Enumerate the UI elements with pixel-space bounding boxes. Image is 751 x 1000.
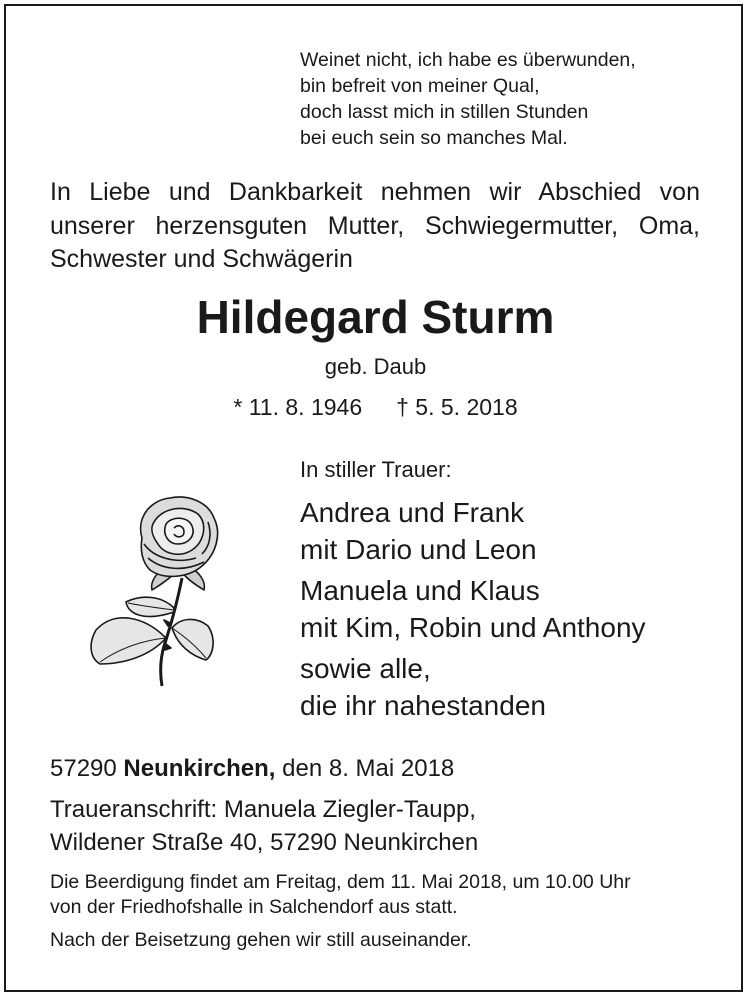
mourners-lead: In stiller Trauer:	[300, 457, 452, 482]
funeral-line: Die Beerdigung findet am Freitag, dem 11. Mai 2018, um 10.00 Uhr	[50, 871, 631, 893]
funeral-notice	[50, 870, 631, 920]
life-dates	[0, 392, 751, 422]
poem-line: doch lasst mich in stillen Stunden	[300, 101, 589, 123]
poem-line: bin befreit von meiner Qual,	[300, 75, 540, 97]
date: den 8. Mai 2018	[282, 755, 455, 782]
place-date-line	[50, 754, 454, 784]
birth-date: * 11. 8. 1946	[233, 394, 363, 420]
zip-code: 57290	[50, 755, 117, 782]
poem-line: Weinet nicht, ich habe es überwunden,	[300, 49, 636, 71]
mourner-line: mit Dario und Leon	[300, 534, 537, 565]
mourner-line: Manuela und Klaus	[300, 575, 540, 606]
intro-paragraph	[50, 176, 700, 277]
address-line: Wildener Straße 40, 57290 Neunkirchen	[50, 829, 479, 856]
intro-line: In Liebe und Dankbarkeit nehmen wir Abschied von	[50, 178, 700, 206]
closing-note: Nach der Beisetzung gehen wir still auseinander.	[50, 929, 472, 951]
maiden-name: geb. Daub	[324, 354, 427, 379]
intro-line: Schwester und Schwägerin	[50, 245, 353, 273]
poem-line: bei euch sein so manches Mal.	[300, 127, 568, 149]
condolence-address	[50, 793, 478, 859]
poem	[300, 47, 636, 151]
funeral-line: von der Friedhofshalle in Salchendorf aus statt.	[50, 896, 458, 918]
address-line: Traueranschrift: Manuela Ziegler-Taupp,	[50, 796, 476, 823]
rose-icon	[84, 488, 224, 688]
deceased-name: Hildegard Sturm	[196, 291, 555, 343]
mourner-line: sowie alle,	[300, 653, 431, 684]
death-date: † 5. 5. 2018	[396, 394, 518, 420]
intro-line: unserer herzensguten Mutter, Schwiegermutter, Oma,	[50, 211, 700, 240]
mourner-line: die ihr nahestanden	[300, 690, 546, 721]
mourner-line: Andrea und Frank	[300, 497, 525, 528]
town: Neunkirchen,	[123, 755, 276, 782]
mourner-line: mit Kim, Robin und Anthony	[300, 612, 646, 643]
